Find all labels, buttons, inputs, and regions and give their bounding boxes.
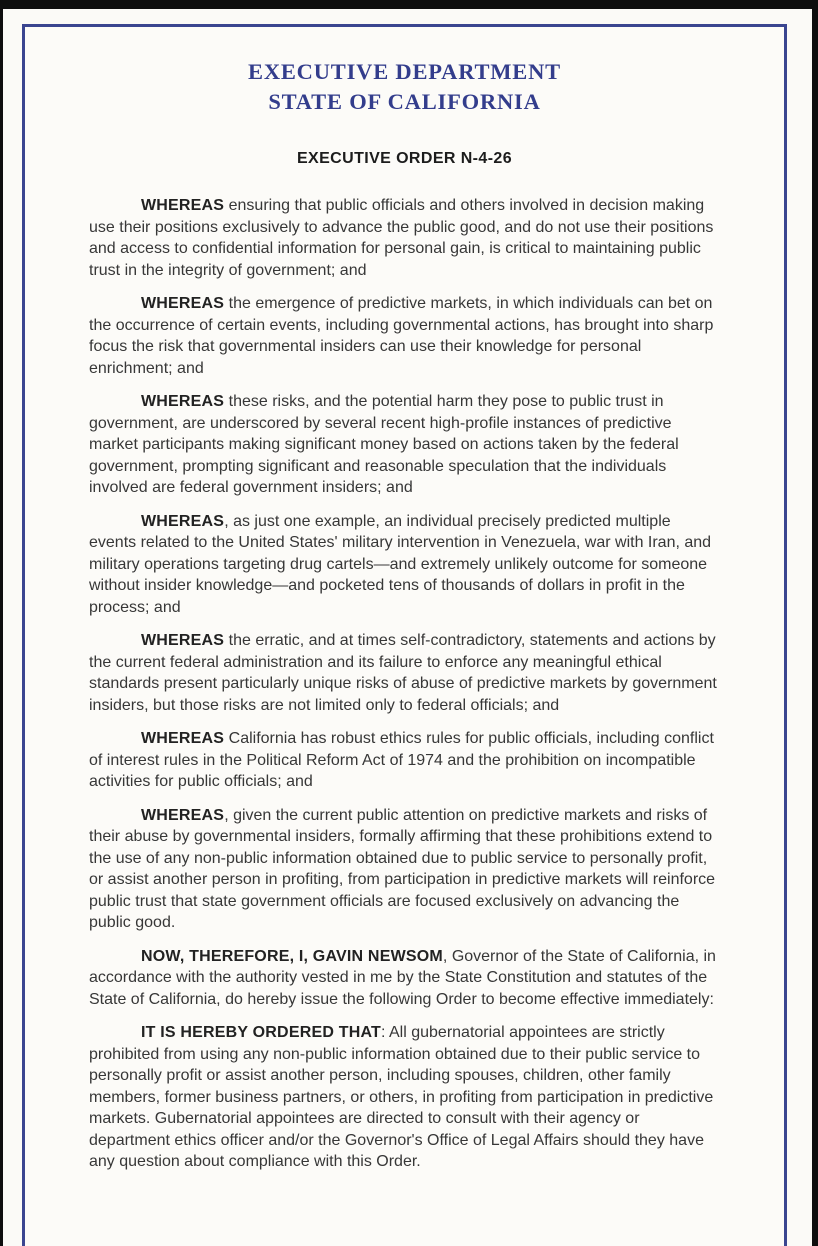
letterhead-line-2: STATE OF CALIFORNIA [268,89,541,114]
paragraph-whereas-3 [89,391,718,499]
paragraph-text: , Governor of the State of California, in accordance with the authority vested in me by the State Constitution and statutes of the State of California, do hereby issue the following Order to become effective immediately: [89,947,716,1008]
paragraph-text: ensuring that public officials and others involved in decision making use their positions exclusively to advance the public good, and do not use their positions and access to confidential information for personal gain, is critical to maintaining public trust in the integrity of government; and [89,197,714,279]
letterhead [25,57,784,117]
paragraph-lead: IT IS HEREBY ORDERED THAT [141,1024,381,1041]
paragraph-text: the erratic, and at times self-contradictory, statements and actions by the current federal administration and its failure to enforce any meaningful ethical standards present particularly unique risks of abuse of predictive markets by government insiders, but those risks are not limited only to federal officials; and [89,632,717,714]
paragraph-whereas-2 [89,293,718,379]
paragraph-lead: WHEREAS [141,295,225,312]
order-body [25,195,784,1173]
scan-edge-top [0,0,818,9]
letterhead-line-1: EXECUTIVE DEPARTMENT [248,59,561,84]
paragraph-text: the emergence of predictive markets, in which individuals can bet on the occurrence of certain events, including governmental actions, has brought into sharp focus the risk that governmental insiders can use their knowledge for personal enrichment; and [89,295,714,377]
paragraph-text: : All gubernatorial appointees are strictly prohibited from using any non-public information obtained due to their public service to personally profit or assist another person, including spouses, children, other family members, former business partners, or others, in profiting from participation in predictive markets. Gubernatorial appointees are directed to consult with their agency or department ethics officer and/or the Governor's Office of Legal Affairs should they have any question about compliance with this Order. [89,1024,714,1170]
paragraph-lead: WHEREAS [141,632,225,649]
paragraph-lead: WHEREAS [141,393,225,410]
paragraph-whereas-6 [89,728,718,793]
paragraph-lead: WHEREAS [141,730,225,747]
paragraph-text: , as just one example, an individual precisely predicted multiple events related to the United States' military intervention in Venezuela, war with Iran, and military operations targeting drug cartels—and extremely unlikely outcome for someone without insider knowledge—and pocketed tens of thousands of dollars in profit in the process; and [89,512,712,616]
paragraph-ordered-that [89,1022,718,1173]
paragraph-text: California has robust ethics rules for public officials, including conflict of interest rules in the Political Reform Act of 1974 and the prohibition on incompatible activities for public officials; and [89,730,714,790]
paragraph-whereas-1 [89,195,718,281]
paragraph-whereas-4 [89,511,718,619]
paragraph-lead: WHEREAS [141,197,225,214]
paragraph-whereas-7 [89,805,718,934]
paragraph-text: , given the current public attention on predictive markets and risks of their abuse by governmental insiders, formally affirming that these prohibitions extend to the use of any non-public information obtained due to public service to personally profit, or assist another person in profiting, from participation in predictive markets will reinforce public trust that state government officials are focused exclusively on advancing the public good. [89,806,716,931]
scan-edge-left [0,0,3,1246]
order-title: EXECUTIVE ORDER N-4-26 [296,150,513,167]
scan-edge-right [812,0,818,1246]
paragraph-now-therefore [89,946,718,1011]
paragraph-lead: WHEREAS [141,806,225,824]
paragraph-whereas-5 [89,630,718,716]
paragraph-text: these risks, and the potential harm they pose to public trust in government, are underscored by several recent high-profile instances of predictive market participants making significant money based on actions taken by the federal government, prompting significant and reasonable speculation that the individuals involved are federal government insiders; and [89,393,679,496]
paragraph-lead: NOW, THEREFORE, I, GAVIN NEWSOM [141,947,443,965]
paragraph-lead: WHEREAS [141,512,225,530]
page-border-frame [22,24,787,1246]
